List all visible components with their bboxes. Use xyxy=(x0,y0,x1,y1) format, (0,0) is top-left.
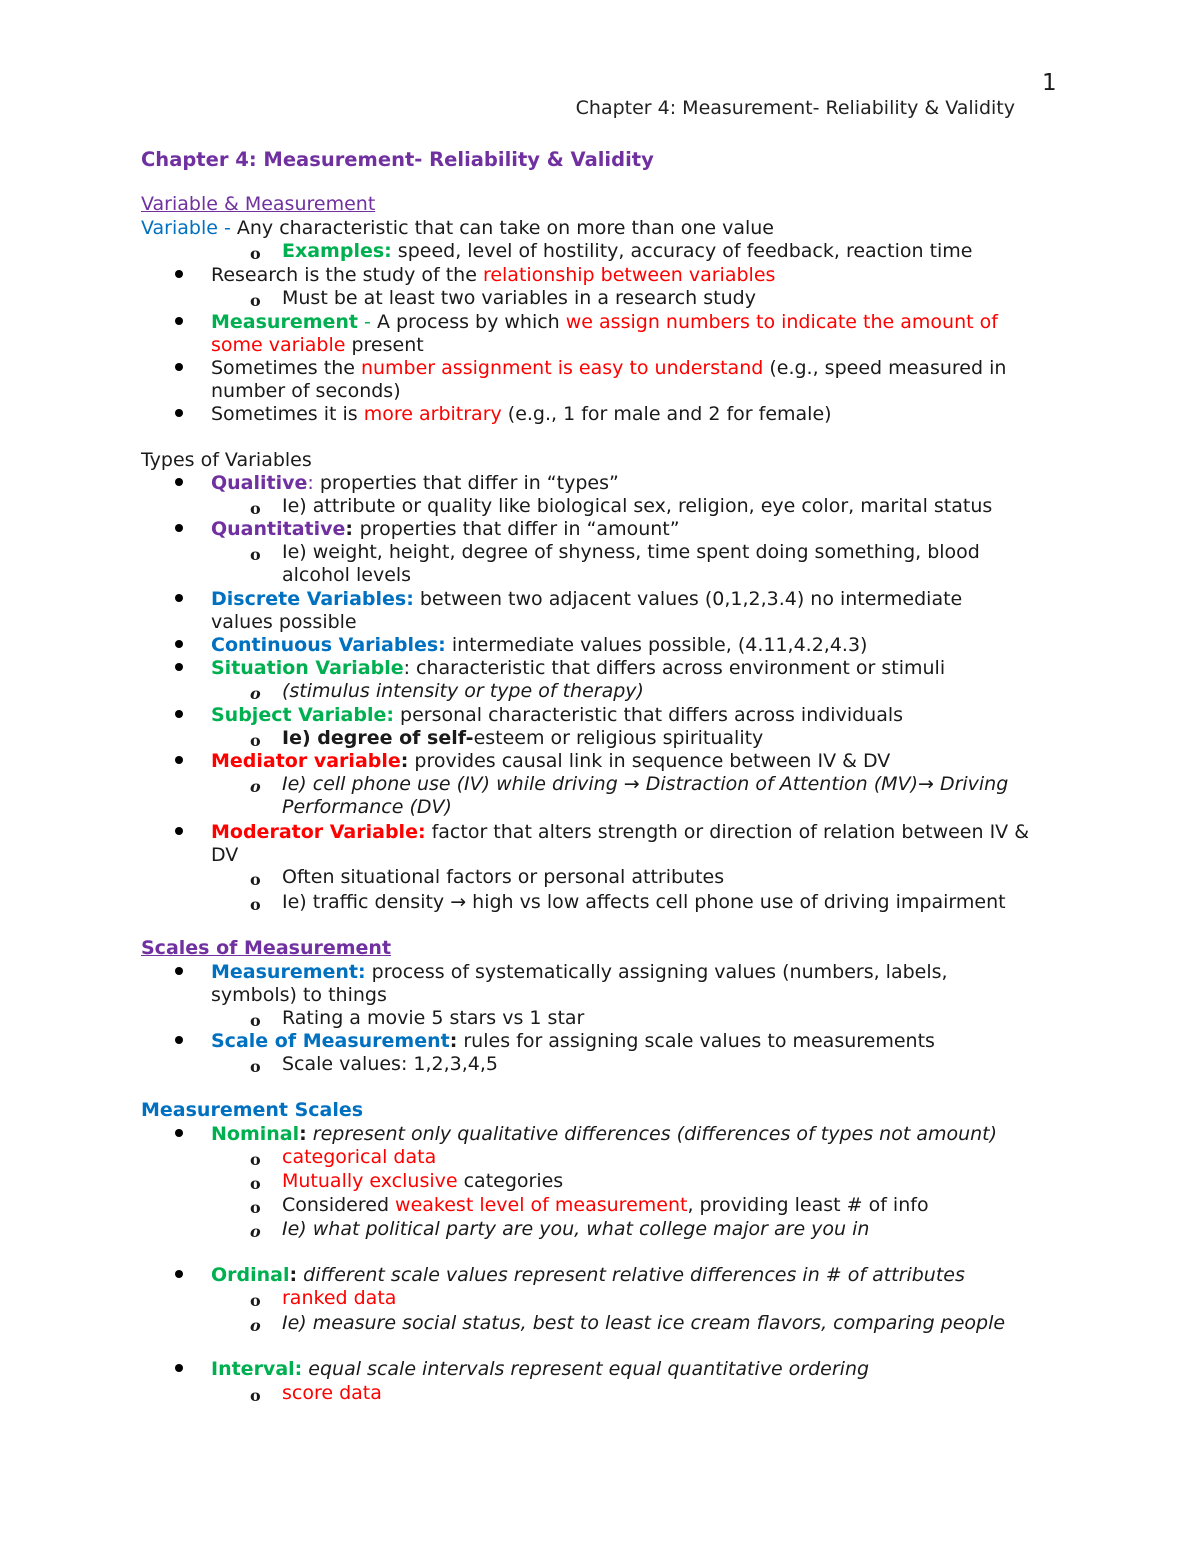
text-run: Research is the study of the xyxy=(211,264,483,286)
variable-definition-line xyxy=(141,217,774,240)
term-subject-variable: Subject Variable: xyxy=(211,704,394,726)
sub-list-item: Ie) measure social status, best to least ice cream flavors, comparing people xyxy=(282,1312,1006,1334)
sub-list-item: Ie) attribute or quality like biological sex, religion, eye color, marital status xyxy=(282,495,993,517)
list-item-continuation xyxy=(211,334,424,357)
highlight-run: we assign numbers to indicate the amount of xyxy=(565,311,998,333)
sub-list-item xyxy=(282,1170,563,1193)
sub-bullet-marker: o xyxy=(250,731,261,750)
term-discrete-variables: Discrete Variables: xyxy=(211,588,414,610)
sub-list-item: Ie) weight, height, degree of shyness, time spent doing something, blood xyxy=(282,541,980,563)
sub-list-item: (stimulus intensity or type of therapy) xyxy=(282,680,644,702)
text-run: Sometimes it is xyxy=(211,403,364,425)
term-ordinal: Ordinal xyxy=(211,1264,290,1286)
list-item xyxy=(211,1123,997,1146)
section-heading-types-of-variables: Types of Variables xyxy=(141,449,312,471)
text-run: Considered xyxy=(282,1194,396,1216)
list-item xyxy=(211,472,619,495)
sub-bullet-marker: o xyxy=(250,1150,261,1169)
running-header: Chapter 4: Measurement- Reliability & Validity xyxy=(575,97,1015,119)
text-run: personal characteristic that differs across individuals xyxy=(393,704,904,726)
highlight-run: more arbitrary xyxy=(363,403,502,425)
term-measurement: Measurement xyxy=(211,311,358,333)
sub-bullet-marker: o xyxy=(250,777,261,796)
text-run: different scale values represent relative differences in # of attributes xyxy=(297,1264,965,1286)
bullet-marker xyxy=(175,524,183,532)
text-run: : xyxy=(345,518,360,540)
sub-list-item: Ie) cell phone use (IV) while driving → Distraction of Attention (MV)→ Driving xyxy=(282,773,1009,795)
sub-list-item-continuation: Performance (DV) xyxy=(282,796,452,818)
list-item xyxy=(211,1264,965,1287)
list-item xyxy=(211,357,1006,380)
term-moderator-variable: Moderator Variable: xyxy=(211,821,426,843)
list-item-continuation: symbols) to things xyxy=(211,984,387,1006)
text-run: properties that differ in “types” xyxy=(319,472,619,494)
term-examples: Examples: xyxy=(282,240,392,262)
bullet-marker xyxy=(175,663,183,671)
list-item xyxy=(211,750,890,773)
sub-bullet-marker: o xyxy=(250,1386,261,1405)
text-run: present xyxy=(345,334,424,356)
sub-bullet-marker: o xyxy=(250,545,261,564)
sub-bullet-marker: o xyxy=(250,1316,261,1335)
section-heading-variable-measurement: Variable & Measurement xyxy=(141,193,376,215)
sub-bullet-marker: o xyxy=(250,291,261,310)
bullet-marker xyxy=(175,594,183,602)
bullet-marker xyxy=(175,409,183,417)
list-item-continuation: DV xyxy=(211,844,239,866)
sub-list-item: Ie) traffic density → high vs low affects cell phone use of driving impairment xyxy=(282,891,1006,913)
highlight-run: number assignment is easy to understand xyxy=(360,357,764,379)
bullet-marker xyxy=(175,1036,183,1044)
section-heading-measurement-scales: Measurement Scales xyxy=(141,1099,364,1121)
sub-list-item: Ie) what political party are you, what college major are you in xyxy=(282,1218,870,1240)
examples-line xyxy=(282,240,973,263)
term-variable: Variable - xyxy=(141,217,237,239)
term-interval: Interval: xyxy=(211,1358,303,1380)
list-item xyxy=(211,311,998,334)
text-run: : xyxy=(400,750,409,772)
sub-bullet-marker: o xyxy=(250,499,261,518)
text-run: , providing least # of info xyxy=(687,1194,929,1216)
text-run: between two adjacent values (0,1,2,3.4) no intermediate xyxy=(413,588,963,610)
term-mediator-variable: Mediator variable xyxy=(211,750,401,772)
highlight-run: Mutually exclusive xyxy=(282,1170,458,1192)
highlight-run: weakest level of measurement xyxy=(395,1194,688,1216)
text-run: intermediate values possible, (4.11,4.2,4.3) xyxy=(445,634,868,656)
sub-list-item: Scale values: 1,2,3,4,5 xyxy=(282,1053,498,1075)
list-item xyxy=(211,657,945,680)
term-situation-variable: Situation Variable xyxy=(211,657,404,679)
text-run: (e.g., 1 for male and 2 for female) xyxy=(501,403,832,425)
text-run: represent only qualitative differences (differences of types not amount) xyxy=(306,1123,998,1145)
list-item-continuation: number of seconds) xyxy=(211,380,401,402)
sub-list-item: Rating a movie 5 stars vs 1 star xyxy=(282,1007,585,1029)
examples-text: speed, level of hostility, accuracy of feedback, reaction time xyxy=(391,240,973,262)
bullet-marker xyxy=(175,710,183,718)
sub-bullet-marker: o xyxy=(250,1198,261,1217)
text-run: - xyxy=(358,311,377,333)
text-run: equal scale intervals represent equal quantitative ordering xyxy=(302,1358,870,1380)
bullet-marker xyxy=(175,827,183,835)
term-scale-of-measurement: Scale of Measurement xyxy=(211,1030,450,1052)
bullet-marker xyxy=(175,1129,183,1137)
sub-bullet-marker: o xyxy=(250,1057,261,1076)
text-run: Sometimes the xyxy=(211,357,361,379)
text-run: factor that alters strength or direction of relation between IV & xyxy=(425,821,1030,843)
term-measurement: Measurement: xyxy=(211,961,366,983)
term-quantitative: Quantitative xyxy=(211,518,346,540)
text-run: : characteristic that differs across environment or stimuli xyxy=(403,657,946,679)
text-run: A process by which xyxy=(376,311,566,333)
bullet-marker xyxy=(175,756,183,764)
sub-list-item xyxy=(282,1194,929,1217)
term-qualitive: Qualitive xyxy=(211,472,308,494)
bullet-marker xyxy=(175,478,183,486)
bullet-marker xyxy=(175,363,183,371)
sub-list-item xyxy=(282,727,763,750)
highlight-run: some variable xyxy=(211,334,346,356)
text-run: : xyxy=(299,1123,307,1145)
list-item xyxy=(211,821,1029,844)
bullet-marker xyxy=(175,967,183,975)
list-item xyxy=(211,634,867,657)
bullet-marker xyxy=(175,640,183,648)
document-title: Chapter 4: Measurement- Reliability & Validity xyxy=(141,148,654,171)
section-heading-scales-of-measurement: Scales of Measurement xyxy=(141,937,392,959)
sub-list-item: ranked data xyxy=(282,1287,397,1309)
text-run: categories xyxy=(457,1170,564,1192)
sub-list-item: Often situational factors or personal attributes xyxy=(282,866,725,888)
bullet-marker xyxy=(175,1364,183,1372)
sub-bullet-marker: o xyxy=(250,684,261,703)
sub-bullet-marker: o xyxy=(250,870,261,889)
list-item xyxy=(211,518,680,541)
text-run: : xyxy=(289,1264,298,1286)
term-nominal: Nominal xyxy=(211,1123,300,1145)
text-run: rules for assigning scale values to measurements xyxy=(457,1030,935,1052)
text-run: process of systematically assigning values (numbers, labels, xyxy=(365,961,948,983)
sub-bullet-marker: o xyxy=(250,1291,261,1310)
variable-definition: Any characteristic that can take on more than one value xyxy=(236,217,774,239)
text-run: esteem or religious spirituality xyxy=(473,727,764,749)
text-run: Ie) degree of self- xyxy=(282,727,474,749)
list-item xyxy=(211,961,948,984)
sub-bullet-marker: o xyxy=(250,1011,261,1030)
text-run: : xyxy=(449,1030,458,1052)
page-number: 1 xyxy=(1042,70,1057,96)
sub-list-item: Must be at least two variables in a research study xyxy=(282,287,756,309)
list-item xyxy=(211,588,962,611)
sub-bullet-marker: o xyxy=(250,1174,261,1193)
list-item xyxy=(211,264,775,287)
sub-list-item-continuation: alcohol levels xyxy=(282,564,412,586)
list-item xyxy=(211,403,832,426)
list-item-continuation: values possible xyxy=(211,611,357,633)
sub-bullet-marker: o xyxy=(250,895,261,914)
bullet-marker xyxy=(175,317,183,325)
text-run: properties that differ in “amount” xyxy=(359,518,680,540)
list-item xyxy=(211,704,903,727)
text-run: provides causal link in sequence between IV & DV xyxy=(408,750,891,772)
list-item xyxy=(211,1030,935,1053)
text-run: : xyxy=(307,472,320,494)
list-item xyxy=(211,1358,869,1381)
bullet-marker xyxy=(175,270,183,278)
text-run: (e.g., speed measured in xyxy=(763,357,1007,379)
sub-bullet-marker: o xyxy=(250,1222,261,1241)
sub-list-item: categorical data xyxy=(282,1146,437,1168)
highlight-run: relationship between variables xyxy=(482,264,776,286)
sub-bullet-marker: o xyxy=(250,244,261,263)
term-continuous-variables: Continuous Variables: xyxy=(211,634,446,656)
sub-list-item: score data xyxy=(282,1382,382,1404)
bullet-marker xyxy=(175,1270,183,1278)
